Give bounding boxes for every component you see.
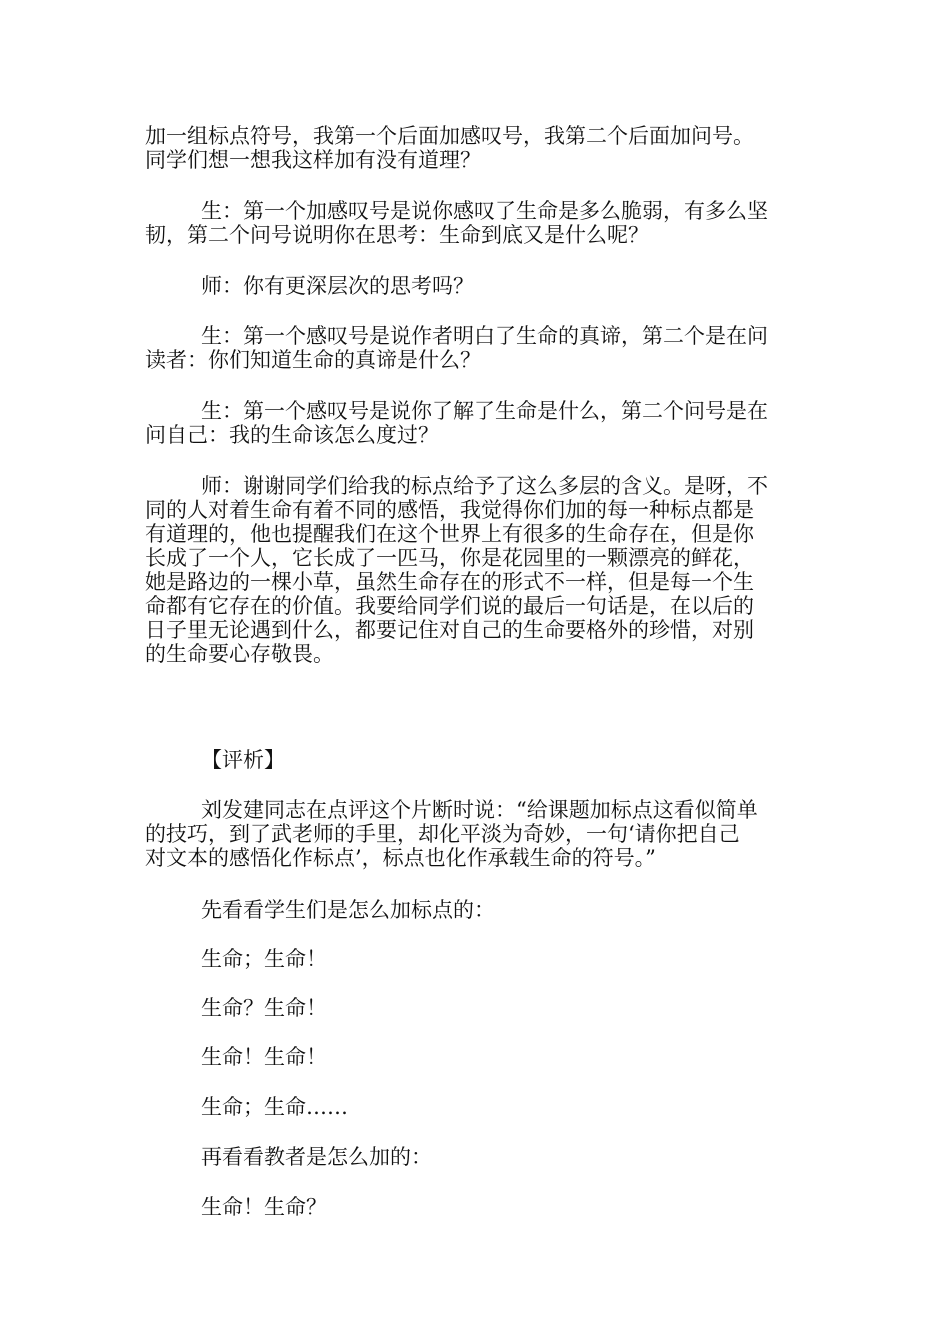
text-line: 命都有它存在的价值。我要给同学们说的最后一句话是，在以后的 [145, 594, 754, 618]
text-line: 生：第一个加感叹号是说你感叹了生命是多么脆弱，有多么坚 [201, 199, 768, 223]
text-line: 生：第一个感叹号是说你了解了生命是什么，第二个问号是在 [201, 399, 768, 423]
example-line [145, 1195, 807, 1219]
example-line [145, 1095, 807, 1119]
example-line [145, 947, 807, 971]
paragraph-9 [145, 1145, 807, 1169]
text-line: 加一组标点符号，我第一个后面加感叹号，我第二个后面加问号。 [145, 124, 754, 148]
text-line: 【评析】 [201, 748, 285, 772]
text-line: 生：第一个感叹号是说作者明白了生命的真谛，第二个是在问 [201, 324, 768, 348]
text-line: 读者：你们知道生命的真谛是什么？ [145, 348, 481, 372]
section-heading [145, 748, 807, 772]
text-line: 的生命要心存敬畏。 [145, 642, 334, 666]
text-line: 的技巧，到了武老师的手里，却化平淡为奇妙，一句‘请你把自己 [145, 822, 740, 846]
text-line: 对文本的感悟化作标点’，标点也化作承载生命的符号。” [145, 846, 656, 870]
example-line [145, 996, 807, 1020]
text-line: 她是路边的一棵小草，虽然生命存在的形式不一样，但是每一个生 [145, 570, 754, 594]
text-line: 同的人对着生命有着不同的感悟，我觉得你们加的每一种标点都是 [145, 498, 754, 522]
paragraph-3 [145, 274, 807, 298]
text-line: 生命！生命？ [201, 1195, 327, 1219]
text-line: 长成了一个人，它长成了一匹马，你是花园里的一颗漂亮的鲜花， [145, 546, 754, 570]
example-line [145, 1045, 807, 1069]
text-line: 生命；生命…… [201, 1095, 348, 1119]
text-line: 生命；生命！ [201, 947, 327, 971]
text-line: 师：你有更深层次的思考吗？ [201, 274, 474, 298]
paragraph-5 [145, 399, 807, 447]
paragraph-7 [145, 798, 807, 870]
paragraph-2 [145, 199, 807, 247]
paragraph-1 [145, 124, 807, 172]
text-line: 生命？生命！ [201, 996, 327, 1020]
text-line: 韧，第二个问号说明你在思考：生命到底又是什么呢？ [145, 223, 649, 247]
paragraph-6 [145, 474, 807, 666]
text-line: 生命！生命！ [201, 1045, 327, 1069]
text-line: 刘发建同志在点评这个片断时说：“给课题加标点这看似简单 [201, 798, 758, 822]
paragraph-4 [145, 324, 807, 372]
text-line: 同学们想一想我这样加有没有道理？ [145, 148, 481, 172]
text-line: 有道理的，他也提醒我们在这个世界上有很多的生命存在，但是你 [145, 522, 754, 546]
text-line: 再看看教者是怎么加的： [201, 1145, 432, 1169]
text-line: 师：谢谢同学们给我的标点给予了这么多层的含义。是呀，不 [201, 474, 768, 498]
text-line: 问自己：我的生命该怎么度过？ [145, 423, 439, 447]
text-line: 日子里无论遇到什么，都要记住对自己的生命要格外的珍惜，对别 [145, 618, 754, 642]
paragraph-8 [145, 898, 807, 922]
text-line: 先看看学生们是怎么加标点的： [201, 898, 495, 922]
